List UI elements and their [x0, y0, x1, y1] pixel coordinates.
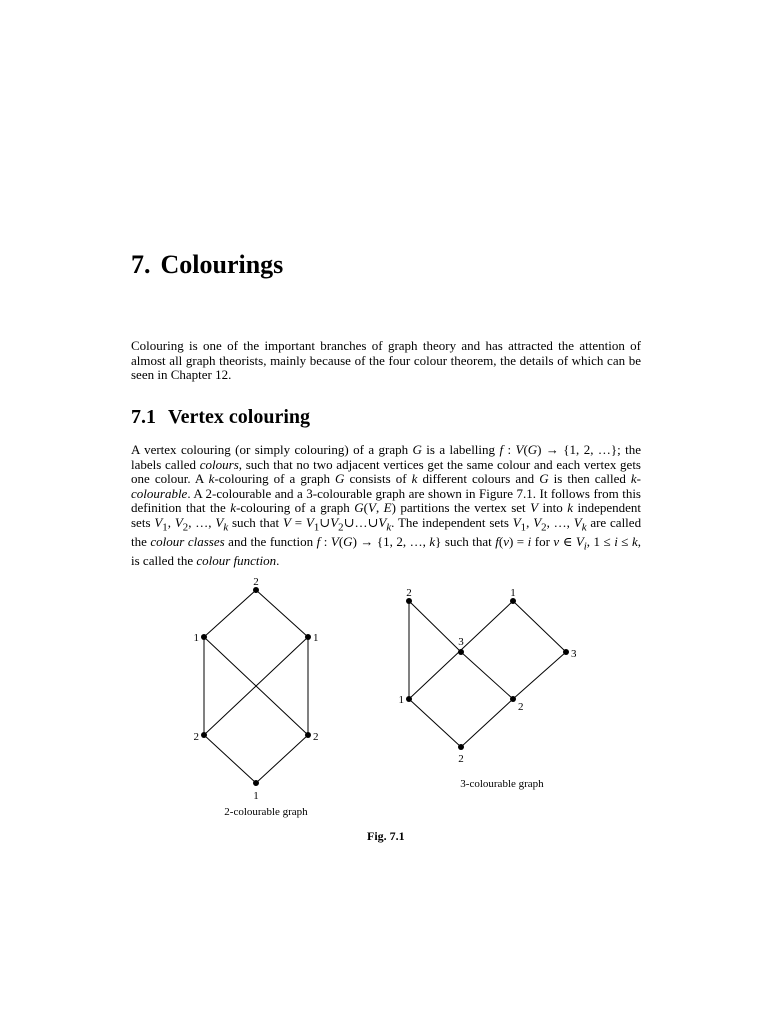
vertex-label: 2	[458, 753, 464, 765]
edge	[204, 590, 256, 637]
edge	[409, 601, 461, 652]
graph-2-colourable	[204, 590, 308, 783]
edge	[256, 590, 308, 637]
chapter-title-text: Colourings	[160, 250, 284, 279]
figure-7-1	[0, 570, 768, 830]
vertex	[305, 732, 311, 738]
edge	[513, 601, 566, 652]
vertex	[201, 634, 207, 640]
vertex-label: 2	[253, 576, 259, 588]
vertex-label: 3	[571, 648, 577, 660]
vertex-label: 2	[406, 587, 412, 599]
vertex	[458, 649, 464, 655]
section-number: 7.1	[131, 406, 156, 428]
graph-3-colourable	[409, 601, 566, 747]
definition-paragraph: A vertex colouring (or simply colouring) of a graph G is a labelling f : V(G) → {1, 2, …}; the labels called colours, such that no two adjacent vertices get the same colour and each vertex gets one colour. A k-colouring of a graph G consists of k different colours and G is then called k-colourable. A 2-colourable and a 3-colourable graph are shown in Figure 7.1. It follows from this definition that the k-colouring of a graph G(V, E) partitions the vertex set V into k independent sets $V_1$, $V_2$, …, $V_k$ such that $V = V_1\cup V_2\cup\dots\cup V_k$. The independent sets $V_1$, $V_2$, …, $V_k$ are called the colour classes and the function f : V(G) → {1, 2, …, k} such that f(v) = i for v ∈ $V_i$, 1 ≤ i ≤ k, is called the colour function.	[131, 442, 642, 569]
vertex-label: 2	[313, 731, 319, 743]
vertex-label: 1	[313, 632, 319, 644]
figure-caption: Fig. 7.1	[367, 829, 405, 843]
vertex	[510, 696, 516, 702]
vertex	[406, 696, 412, 702]
vertex-label: 1	[398, 694, 404, 706]
section-title-text: Vertex colouring	[168, 406, 311, 428]
vertex	[305, 634, 311, 640]
edge	[409, 699, 461, 747]
vertex-label: 1	[510, 587, 516, 599]
graph-caption-2-colourable: 2-colourable graph	[224, 806, 308, 818]
edge	[461, 699, 513, 747]
edge	[256, 735, 308, 783]
vertex-label: 2	[518, 701, 524, 713]
edge	[461, 652, 513, 699]
intro-paragraph: Colouring is one of the important branches of graph theory and has attracted the attention of almost all graph theorists, mainly because of the four colour theorem, the details of which can be seen in Chapter 12.	[131, 338, 641, 383]
chapter-title	[131, 250, 283, 280]
vertex	[563, 649, 569, 655]
vertex-label: 1	[193, 632, 199, 644]
section-title	[131, 406, 310, 429]
edge	[204, 735, 256, 783]
vertex-label: 3	[458, 636, 464, 648]
edge	[513, 652, 566, 699]
vertex-label: 2	[193, 731, 199, 743]
vertex	[201, 732, 207, 738]
vertex-label: 1	[253, 790, 259, 802]
chapter-number: 7.	[131, 250, 151, 279]
graph-caption-3-colourable: 3-colourable graph	[460, 778, 544, 790]
vertex	[458, 744, 464, 750]
vertex	[253, 780, 259, 786]
